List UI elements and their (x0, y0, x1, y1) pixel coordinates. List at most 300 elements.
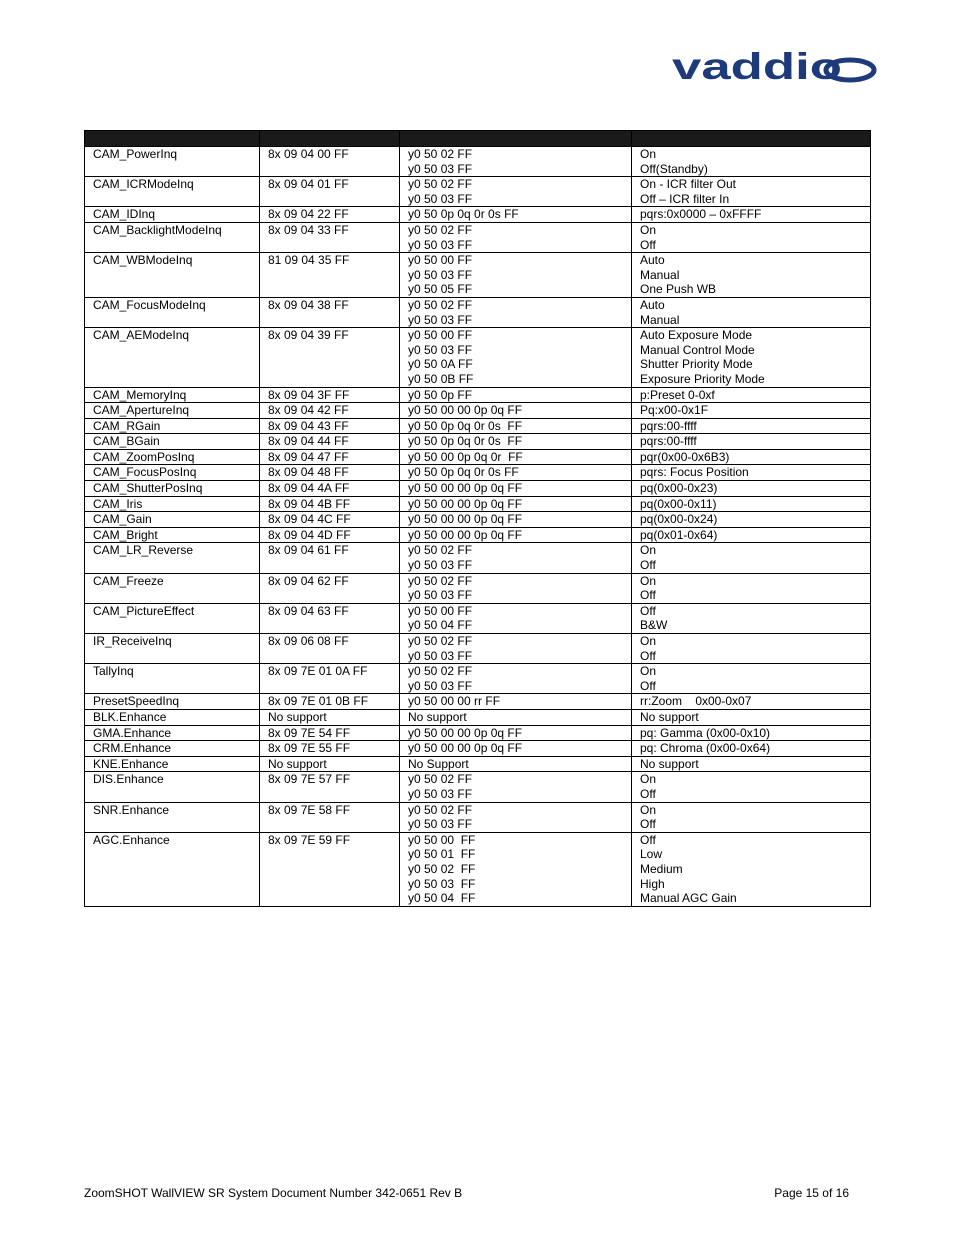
table-row (85, 543, 871, 573)
command-cell (85, 634, 260, 664)
packet-cell (260, 207, 400, 223)
header-cell (632, 131, 871, 147)
comments-cell-line: Auto (640, 297, 665, 312)
table-body (85, 147, 871, 907)
table-row (85, 772, 871, 802)
command-cell (85, 222, 260, 252)
command-cell (85, 741, 260, 757)
packet-cell-line: 8x 09 04 44 FF (268, 434, 349, 449)
comments-cell (632, 772, 871, 802)
command-cell-line: CAM_IDInq (93, 207, 156, 222)
comments-cell-line: On - ICR filter Out (640, 177, 737, 192)
command-cell (85, 756, 260, 772)
reply-cell-line: y0 50 03 FF (408, 817, 473, 832)
reply-cell (400, 694, 632, 710)
packet-cell (260, 741, 400, 757)
command-cell-line: SNR.Enhance (93, 802, 170, 817)
comments-cell-line: Off (640, 588, 656, 603)
packet-cell-line: 8x 09 04 00 FF (268, 147, 349, 161)
vaddio-logo (672, 48, 877, 86)
command-cell (85, 694, 260, 710)
reply-cell-line: No Support (408, 756, 469, 771)
comments-cell (632, 573, 871, 603)
reply-cell-line: y0 50 02 FF (408, 222, 473, 237)
command-cell (85, 664, 260, 694)
packet-cell-line: 8x 09 04 43 FF (268, 418, 349, 433)
table-row (85, 512, 871, 528)
packet-cell-line: 8x 09 7E 01 0B FF (268, 694, 369, 709)
comments-cell (632, 434, 871, 450)
reply-cell-line: y0 50 00 FF (408, 328, 473, 343)
reply-cell-line: y0 50 03 FF (408, 648, 473, 663)
packet-cell (260, 418, 400, 434)
comments-cell-line: On (640, 634, 657, 648)
command-cell-line: CAM_PictureEffect (93, 603, 195, 618)
command-cell (85, 832, 260, 906)
comments-cell-line: Off (640, 237, 656, 252)
packet-cell-line: 8x 09 04 63 FF (268, 603, 349, 618)
comments-cell-line: Manual (640, 312, 680, 327)
command-cell (85, 543, 260, 573)
reply-cell-line: y0 50 02 FF (408, 802, 473, 817)
command-cell-line: AGC.Enhance (93, 832, 170, 847)
comments-cell-line: Off (640, 817, 656, 832)
comments-cell-line: pqrs:00-ffff (640, 418, 697, 433)
comments-cell-line: No support (640, 756, 699, 771)
packet-cell (260, 832, 400, 906)
packet-cell (260, 603, 400, 633)
reply-cell-line: y0 50 03 FF (408, 876, 476, 891)
command-cell-line: CRM.Enhance (93, 741, 172, 756)
table-row (85, 694, 871, 710)
table-row (85, 802, 871, 832)
reply-cell-line: y0 50 00 00 0p 0q FF (408, 512, 523, 527)
comments-cell (632, 328, 871, 387)
reply-cell-line: y0 50 01 FF (408, 847, 476, 862)
comments-cell (632, 449, 871, 465)
packet-cell-line: 8x 09 04 42 FF (268, 403, 349, 418)
command-cell-line: BLK.Enhance (93, 709, 167, 724)
reply-cell-line: y0 50 0A FF (408, 357, 473, 372)
comments-cell (632, 512, 871, 528)
comments-cell-line: B&W (640, 618, 668, 633)
comments-cell (632, 741, 871, 757)
reply-cell-line: y0 50 03 FF (408, 786, 473, 801)
table-row (85, 418, 871, 434)
packet-cell (260, 434, 400, 450)
command-cell-line: CAM_WBModeInq (93, 253, 193, 268)
command-cell (85, 418, 260, 434)
reply-cell-line: y0 50 00 00 0p 0q FF (408, 741, 523, 756)
comments-cell-line: Off (640, 558, 656, 573)
reply-cell-line: y0 50 02 FF (408, 177, 473, 192)
comments-cell (632, 603, 871, 633)
reply-cell-line: y0 50 00 0p 0q 0r FF (408, 449, 523, 464)
table-row (85, 328, 871, 387)
table-row (85, 449, 871, 465)
footer-document-info: ZoomSHOT WallVIEW SR System Document Number 342-0651 Rev B (84, 1186, 463, 1200)
comments-cell (632, 527, 871, 543)
reply-cell-line: y0 50 00 00 0p 0q FF (408, 527, 523, 542)
comments-cell (632, 418, 871, 434)
comments-cell (632, 832, 871, 906)
reply-cell-line: y0 50 00 00 0p 0q FF (408, 481, 523, 496)
command-cell-line: IR_ReceiveInq (93, 634, 172, 648)
reply-cell (400, 403, 632, 419)
table-header-row (85, 131, 871, 147)
comments-cell-line: One Push WB (640, 282, 717, 297)
reply-cell (400, 772, 632, 802)
command-cell-line: CAM_ShutterPosInq (93, 481, 203, 496)
command-cell-line: CAM_Freeze (93, 573, 164, 588)
reply-cell (400, 725, 632, 741)
command-cell-line: CAM_ApertureInq (93, 403, 190, 418)
command-cell-line: KNE.Enhance (93, 756, 169, 771)
reply-cell-line: y0 50 04 FF (408, 891, 476, 906)
reply-cell-line: y0 50 05 FF (408, 282, 473, 297)
reply-cell (400, 177, 632, 207)
comments-cell (632, 802, 871, 832)
packet-cell-line: 8x 09 04 47 FF (268, 449, 349, 464)
footer-page-number: Page 15 of 16 (774, 1186, 849, 1200)
comments-cell-line: Manual AGC Gain (640, 891, 737, 906)
table-row (85, 177, 871, 207)
comments-cell-line: On (640, 222, 657, 237)
packet-cell-line: 8x 09 04 4A FF (268, 481, 350, 496)
comments-cell (632, 147, 871, 177)
reply-cell (400, 297, 632, 327)
comments-cell-line: On (640, 802, 657, 817)
packet-cell (260, 465, 400, 481)
reply-cell (400, 527, 632, 543)
reply-cell-line: y0 50 00 FF (408, 253, 473, 268)
packet-cell (260, 802, 400, 832)
comments-cell-line: High (640, 876, 665, 891)
packet-cell (260, 297, 400, 327)
table-row (85, 465, 871, 481)
reply-cell (400, 664, 632, 694)
reply-cell-line: y0 50 0p FF (408, 387, 473, 402)
packet-cell (260, 694, 400, 710)
reply-cell (400, 253, 632, 298)
reply-cell-line: y0 50 0p 0q 0r 0s FF (408, 465, 519, 480)
comments-cell (632, 543, 871, 573)
table-row (85, 253, 871, 298)
comments-cell-line: Off (640, 832, 656, 847)
reply-cell (400, 741, 632, 757)
table-row (85, 496, 871, 512)
packet-cell (260, 543, 400, 573)
command-cell-line: CAM_ZoomPosInq (93, 449, 195, 464)
reply-cell-line: y0 50 00 00 rr FF (408, 694, 501, 709)
command-cell (85, 481, 260, 497)
packet-cell-line: 8x 09 7E 54 FF (268, 725, 351, 740)
packet-cell (260, 634, 400, 664)
table-row (85, 573, 871, 603)
reply-cell-line: y0 50 0p 0q 0r 0s FF (408, 434, 523, 449)
comments-cell-line: Off (640, 603, 656, 618)
packet-cell (260, 512, 400, 528)
table-row (85, 634, 871, 664)
packet-cell-line: 8x 09 7E 58 FF (268, 802, 351, 817)
command-cell-line: CAM_FocusPosInq (93, 465, 197, 480)
table-row (85, 207, 871, 223)
reply-cell-line: y0 50 02 FF (408, 634, 473, 648)
packet-cell (260, 328, 400, 387)
packet-cell-line: No support (268, 756, 327, 771)
packet-cell-line: 8x 09 04 62 FF (268, 573, 349, 588)
command-cell (85, 603, 260, 633)
table-row (85, 832, 871, 906)
packet-cell (260, 573, 400, 603)
command-cell-line: CAM_BacklightModeInq (93, 222, 222, 237)
reply-cell-line: y0 50 03 FF (408, 161, 473, 176)
table-row (85, 709, 871, 725)
table-row (85, 297, 871, 327)
comments-cell-line: pqrs:00-ffff (640, 434, 697, 449)
reply-cell (400, 207, 632, 223)
comments-cell-line: pqrs:0x0000 – 0xFFFF (640, 207, 762, 222)
reply-cell (400, 603, 632, 633)
command-cell (85, 253, 260, 298)
command-cell-line: CAM_BGain (93, 434, 160, 449)
reply-cell (400, 496, 632, 512)
command-cell (85, 177, 260, 207)
reply-cell-line: y0 50 00 00 0p 0q FF (408, 403, 523, 418)
comments-cell-line: rr:Zoom 0x00-0x07 (640, 694, 752, 709)
comments-cell-line: Off (640, 678, 656, 693)
packet-cell (260, 222, 400, 252)
table-row (85, 603, 871, 633)
reply-cell-line: y0 50 00 00 0p 0q FF (408, 725, 523, 740)
comments-cell-line: pq: Chroma (0x00-0x64) (640, 741, 771, 756)
reply-cell-line: y0 50 0B FF (408, 371, 474, 386)
command-cell-line: PresetSpeedInq (93, 694, 180, 709)
packet-cell (260, 527, 400, 543)
reply-cell-line: No support (408, 709, 467, 724)
packet-cell (260, 709, 400, 725)
reply-cell (400, 512, 632, 528)
packet-cell (260, 496, 400, 512)
packet-cell (260, 403, 400, 419)
command-cell-line: CAM_RGain (93, 418, 161, 433)
comments-cell-line: On (640, 573, 657, 588)
comments-cell-line: Low (640, 847, 663, 862)
comments-cell (632, 222, 871, 252)
packet-cell-line: 8x 09 04 39 FF (268, 328, 349, 343)
reply-cell (400, 465, 632, 481)
comments-cell-line: pq: Gamma (0x00-0x10) (640, 725, 771, 740)
command-cell-line: GMA.Enhance (93, 725, 172, 740)
header-cell (85, 131, 260, 147)
command-cell (85, 527, 260, 543)
packet-cell-line: 8x 09 7E 55 FF (268, 741, 351, 756)
command-cell (85, 434, 260, 450)
table-row (85, 481, 871, 497)
packet-cell-line: 8x 09 04 4B FF (268, 496, 351, 511)
reply-cell (400, 756, 632, 772)
command-cell-line: CAM_LR_Reverse (93, 543, 194, 558)
reply-cell-line: y0 50 03 FF (408, 558, 473, 573)
reply-cell-line: y0 50 03 FF (408, 267, 473, 282)
packet-cell (260, 177, 400, 207)
packet-cell-line: 8x 09 06 08 FF (268, 634, 349, 648)
table-row (85, 222, 871, 252)
reply-cell-line: y0 50 02 FF (408, 297, 473, 312)
comments-cell-line: Medium (640, 861, 683, 876)
packet-cell-line: 8x 09 04 33 FF (268, 222, 349, 237)
reply-cell-line: y0 50 03 FF (408, 237, 473, 252)
command-cell (85, 725, 260, 741)
comments-cell-line: pq(0x00-0x11) (640, 496, 717, 511)
reply-cell-line: y0 50 03 FF (408, 588, 473, 603)
reply-cell-line: y0 50 02 FF (408, 147, 473, 161)
reply-cell (400, 832, 632, 906)
comments-cell-line: Off(Standby) (640, 161, 708, 176)
command-cell (85, 328, 260, 387)
command-cell-line: CAM_PowerInq (93, 147, 178, 161)
command-cell-line: CAM_Iris (93, 496, 143, 511)
comments-cell-line: Off – ICR filter In (640, 191, 730, 206)
packet-cell-line: 8x 09 04 38 FF (268, 297, 349, 312)
header-cell (400, 131, 632, 147)
reply-cell (400, 709, 632, 725)
comments-cell (632, 297, 871, 327)
reply-cell (400, 573, 632, 603)
reply-cell-line: y0 50 02 FF (408, 573, 473, 588)
packet-cell (260, 449, 400, 465)
command-cell (85, 465, 260, 481)
reply-cell-line: y0 50 0p 0q 0r 0s FF (408, 207, 519, 222)
packet-cell (260, 387, 400, 403)
comments-cell-line: Manual Control Mode (640, 342, 755, 357)
packet-cell-line: 8x 09 04 3F FF (268, 387, 350, 402)
comments-cell (632, 207, 871, 223)
comments-cell (632, 253, 871, 298)
comments-cell (632, 387, 871, 403)
reply-cell-line: y0 50 0p 0q 0r 0s FF (408, 418, 523, 433)
packet-cell-line: 8x 09 04 4D FF (268, 527, 351, 542)
reply-cell (400, 449, 632, 465)
table-row (85, 147, 871, 177)
reply-cell (400, 481, 632, 497)
comments-cell (632, 725, 871, 741)
reply-cell-line: y0 50 03 FF (408, 342, 473, 357)
reply-cell-line: y0 50 02 FF (408, 861, 476, 876)
comments-cell (632, 709, 871, 725)
packet-cell (260, 725, 400, 741)
packet-cell-line: 8x 09 7E 59 FF (268, 832, 351, 847)
reply-cell-line: y0 50 03 FF (408, 312, 473, 327)
packet-cell (260, 756, 400, 772)
command-cell-line: CAM_Bright (93, 527, 158, 542)
command-cell (85, 297, 260, 327)
table-row (85, 725, 871, 741)
table-row (85, 434, 871, 450)
packet-cell-line: No support (268, 709, 327, 724)
packet-cell-line: 8x 09 7E 01 0A FF (268, 664, 368, 679)
comments-cell (632, 664, 871, 694)
comments-cell-line: p:Preset 0-0xf (640, 387, 715, 402)
comments-cell-line: pqrs: Focus Position (640, 465, 749, 480)
comments-cell-line: On (640, 543, 657, 558)
comments-cell-line: Auto Exposure Mode (640, 328, 753, 343)
packet-cell-line: 81 09 04 35 FF (268, 253, 350, 268)
reply-cell (400, 328, 632, 387)
command-cell-line: DIS.Enhance (93, 772, 164, 787)
reply-cell (400, 434, 632, 450)
command-cell (85, 387, 260, 403)
packet-cell (260, 253, 400, 298)
command-cell-line: CAM_ICRModeInq (93, 177, 194, 192)
command-cell (85, 449, 260, 465)
packet-cell-line: 8x 09 7E 57 FF (268, 772, 351, 787)
command-cell (85, 709, 260, 725)
packet-cell (260, 481, 400, 497)
reply-cell-line: y0 50 00 FF (408, 603, 473, 618)
reply-cell (400, 418, 632, 434)
reply-cell-line: y0 50 02 FF (408, 772, 473, 787)
reply-cell-line: y0 50 03 FF (408, 191, 473, 206)
header-cell (260, 131, 400, 147)
packet-cell (260, 664, 400, 694)
table-row (85, 756, 871, 772)
reply-cell (400, 802, 632, 832)
table-row (85, 387, 871, 403)
reply-cell (400, 147, 632, 177)
table-row (85, 664, 871, 694)
command-cell (85, 573, 260, 603)
command-cell (85, 802, 260, 832)
comments-cell (632, 756, 871, 772)
reply-cell-line: y0 50 03 FF (408, 678, 473, 693)
reply-cell-line: y0 50 02 FF (408, 664, 473, 679)
comments-cell-line: Pq:x00-0x1F (640, 403, 709, 418)
command-cell-line: CAM_Gain (93, 512, 152, 527)
command-cell (85, 207, 260, 223)
command-cell-line: TallyInq (93, 664, 134, 679)
table-row (85, 527, 871, 543)
camera-inquiry-table (84, 130, 871, 907)
comments-cell-line: No support (640, 709, 699, 724)
comments-cell (632, 694, 871, 710)
command-cell-line: CAM_MemoryInq (93, 387, 187, 402)
reply-cell-line: y0 50 00 FF (408, 832, 476, 847)
reply-cell-line: y0 50 02 FF (408, 543, 473, 558)
comments-cell-line: Exposure Priority Mode (640, 371, 765, 386)
comments-cell-line: pq(0x00-0x24) (640, 512, 718, 527)
comments-cell-line: pq(0x01-0x64) (640, 527, 718, 542)
command-cell (85, 512, 260, 528)
comments-cell-line: Shutter Priority Mode (640, 357, 753, 372)
reply-cell-line: y0 50 00 00 0p 0q FF (408, 496, 523, 511)
reply-cell (400, 387, 632, 403)
comments-cell (632, 496, 871, 512)
packet-cell-line: 8x 09 04 4C FF (268, 512, 351, 527)
packet-cell-line: 8x 09 04 22 FF (268, 207, 349, 222)
comments-cell (632, 403, 871, 419)
comments-cell-line: Off (640, 786, 656, 801)
reply-cell (400, 543, 632, 573)
reply-cell (400, 222, 632, 252)
comments-cell (632, 465, 871, 481)
table-row (85, 403, 871, 419)
packet-cell-line: 8x 09 04 01 FF (268, 177, 349, 192)
comments-cell-line: Manual (640, 267, 680, 282)
comments-cell-line: On (640, 147, 657, 161)
packet-cell-line: 8x 09 04 61 FF (268, 543, 349, 558)
comments-cell-line: Auto (640, 253, 665, 268)
